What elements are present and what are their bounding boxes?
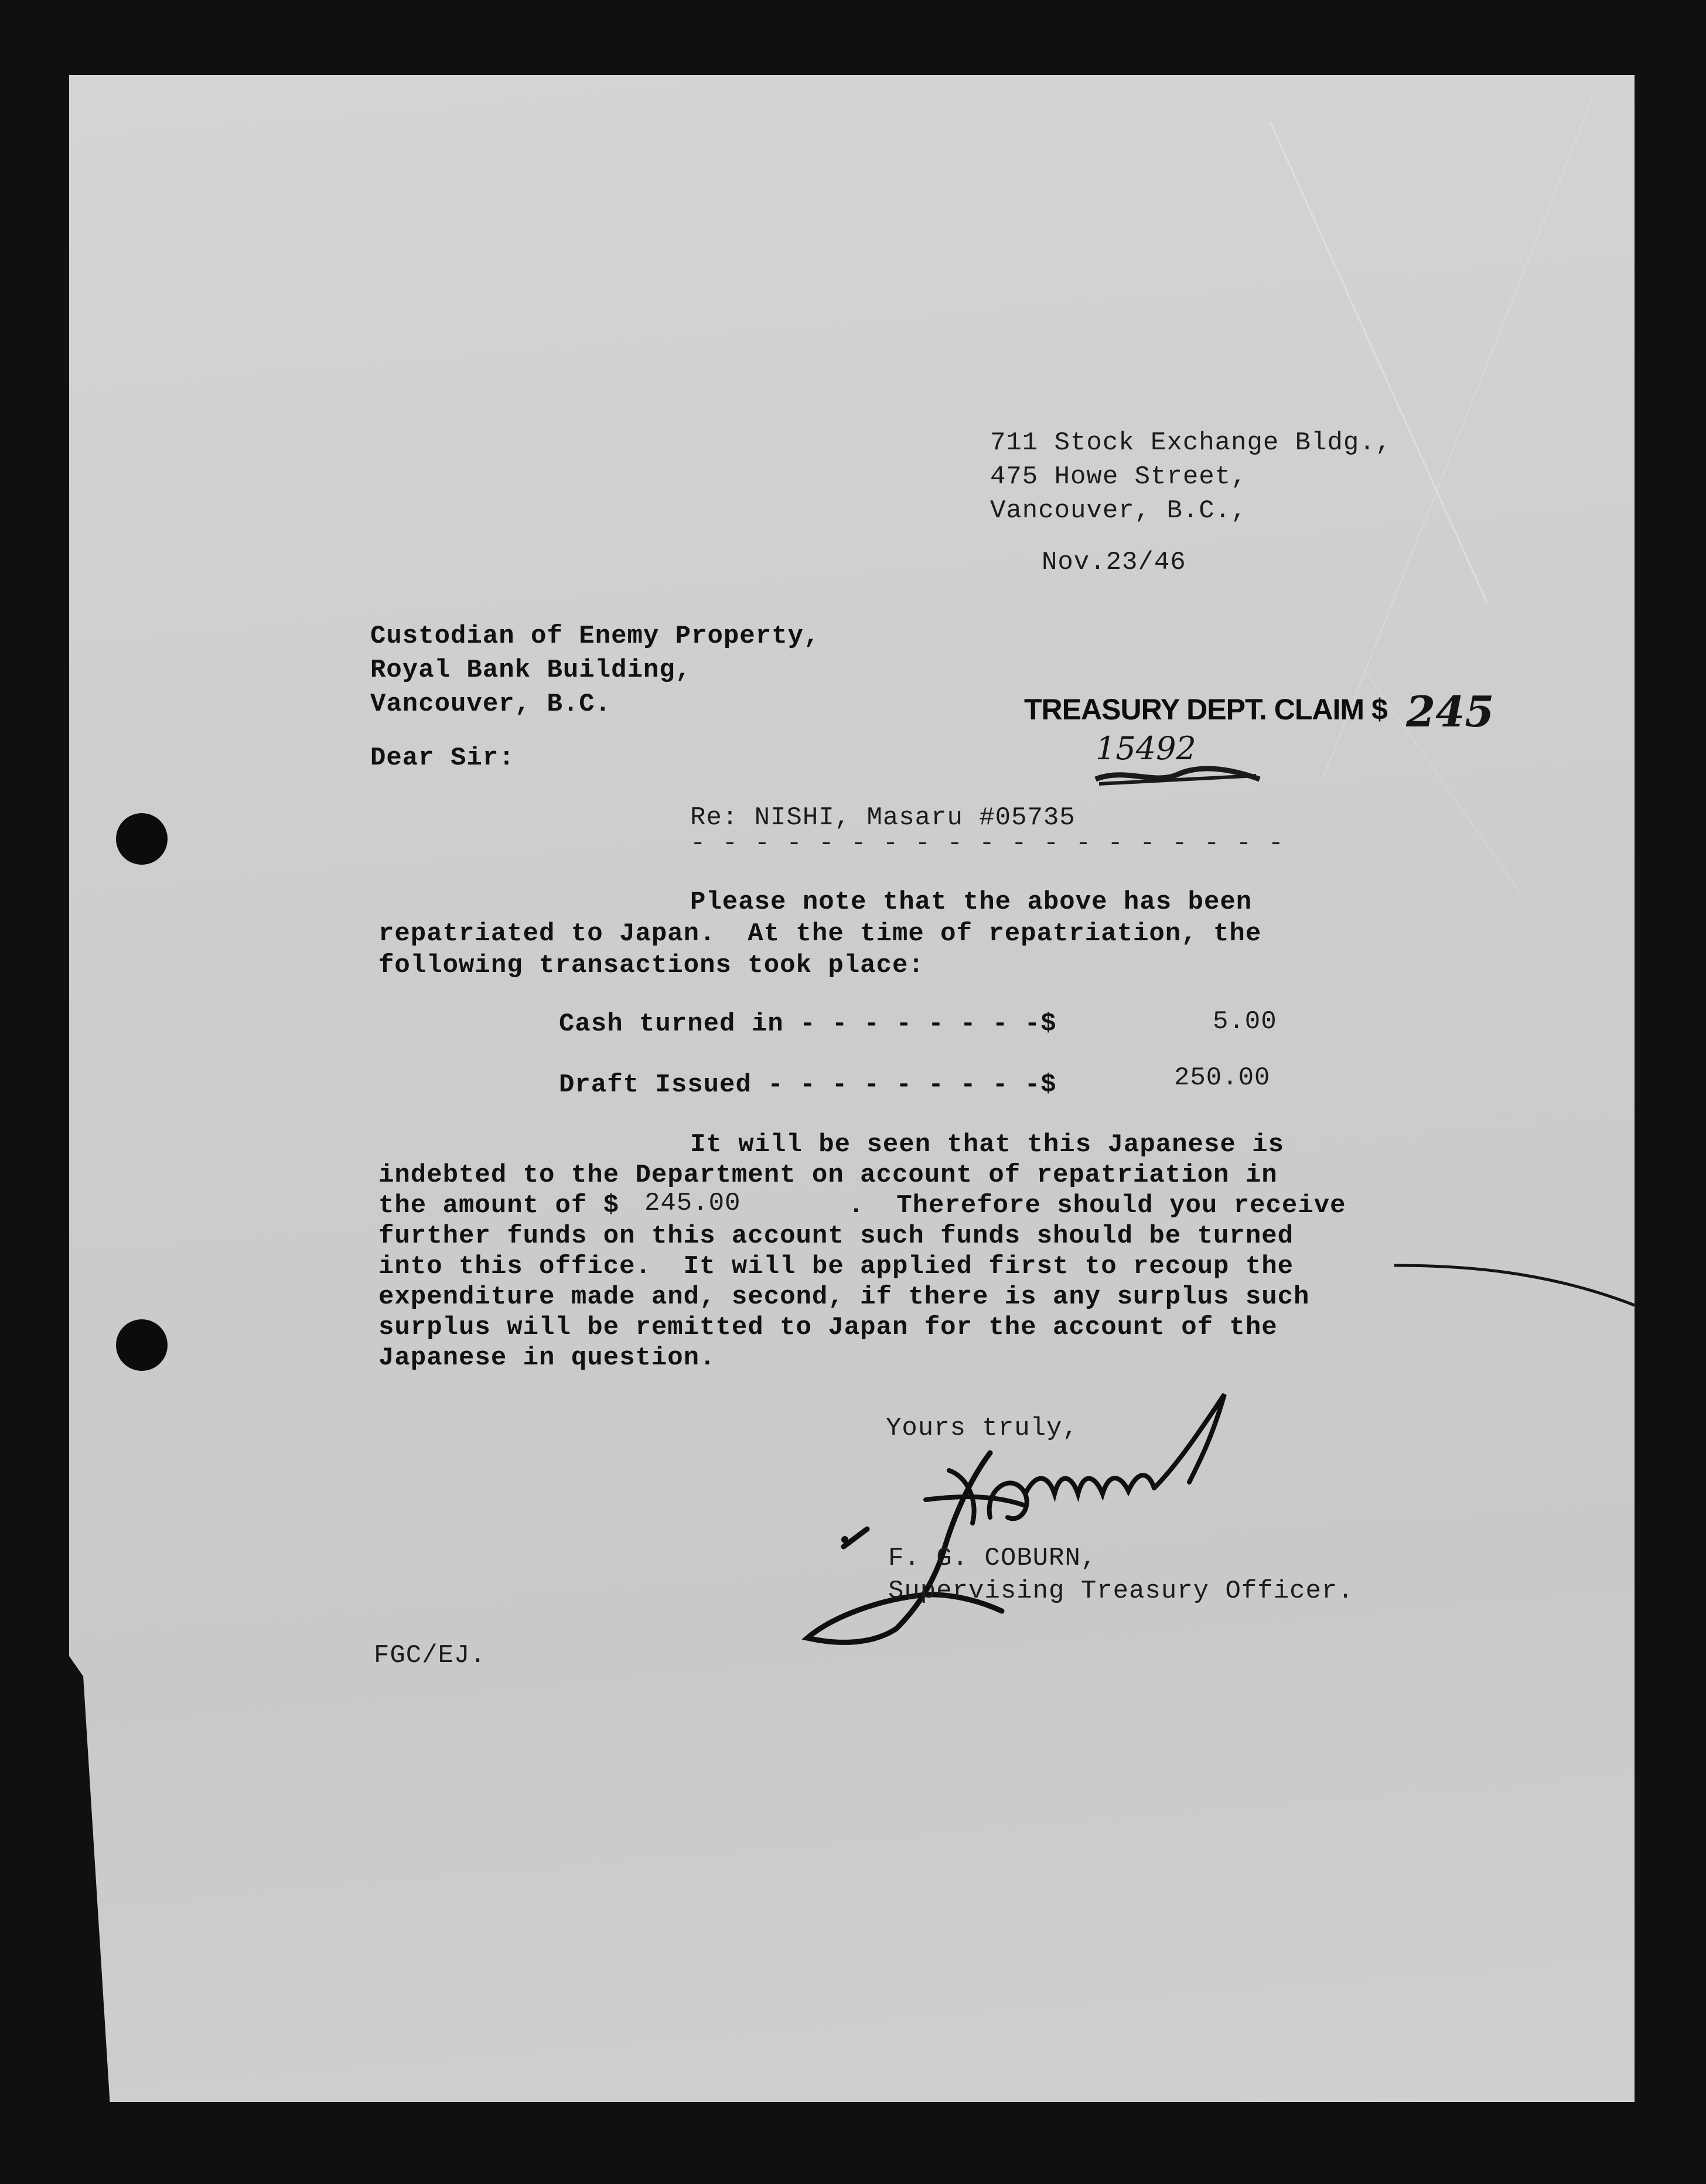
para1-line-2: repatriated to Japan. At the time of repatriation, the (378, 919, 1262, 948)
para2-line-8: Japanese in question. (378, 1343, 716, 1373)
stray-pen-line (1394, 1242, 1640, 1312)
transaction-cash-label: Cash turned in - - - - - - - -$ (559, 1009, 1057, 1039)
valediction: Yours truly, (886, 1414, 1079, 1443)
para2-line-3-end: . Therefore should you receive (848, 1191, 1346, 1220)
para1-line-1: Please note that the above has been (690, 888, 1253, 917)
recipient-line-1: Custodian of Enemy Property, (370, 622, 820, 651)
para2-line-3-amount: 245.00 (644, 1189, 741, 1218)
handwritten-signature (779, 1383, 1306, 1652)
transaction-draft-label: Draft Issued - - - - - - - - -$ (559, 1070, 1057, 1100)
punch-hole-bottom (116, 1319, 168, 1371)
reference-underline: - - - - - - - - - - - - - - - - - - - (690, 829, 1284, 858)
letter-date: Nov.23/46 (1042, 548, 1186, 577)
para2-line-3-start: the amount of $ (378, 1191, 620, 1220)
struck-out-number-mark (1090, 762, 1265, 797)
sender-address-line-3: Vancouver, B.C., (990, 496, 1247, 525)
para2-line-5: into this office. It will be applied first to recoup the (378, 1252, 1294, 1281)
para2-line-2: indebted to the Department on account of repatriation in (378, 1161, 1278, 1190)
sender-address-line-1: 711 Stock Exchange Bldg., (990, 428, 1392, 458)
reference-line: Re: NISHI, Masaru #05735 (690, 803, 1076, 832)
para2-line-4: further funds on this account such funds should be turned (378, 1221, 1294, 1251)
recipient-line-2: Royal Bank Building, (370, 656, 692, 685)
reference-initials: FGC/EJ. (374, 1641, 486, 1670)
claim-amount-handwritten: 245 (1406, 687, 1495, 736)
para2-line-6: expenditure made and, second, if there is any surplus such (378, 1282, 1310, 1312)
transaction-draft-amount: 250.00 (1174, 1063, 1271, 1093)
para2-line-7: surplus will be remitted to Japan for the account of the (378, 1313, 1278, 1342)
para1-line-3: following transactions took place: (378, 951, 924, 980)
sender-address-line-2: 475 Howe Street, (990, 462, 1247, 492)
signer-title: Supervising Treasury Officer. (888, 1576, 1354, 1606)
punch-hole-top (116, 813, 168, 865)
recipient-line-3: Vancouver, B.C. (370, 690, 612, 719)
signer-name: F. G. COBURN, (888, 1544, 1097, 1573)
treasury-claim-stamp: TREASURY DEPT. CLAIM $ (1024, 693, 1387, 726)
salutation: Dear Sir: (370, 743, 515, 773)
claim-number-handwritten: 15492 (1096, 730, 1196, 767)
transaction-cash-amount: 5.00 (1213, 1007, 1277, 1036)
para2-line-1: It will be seen that this Japanese is (690, 1130, 1284, 1159)
